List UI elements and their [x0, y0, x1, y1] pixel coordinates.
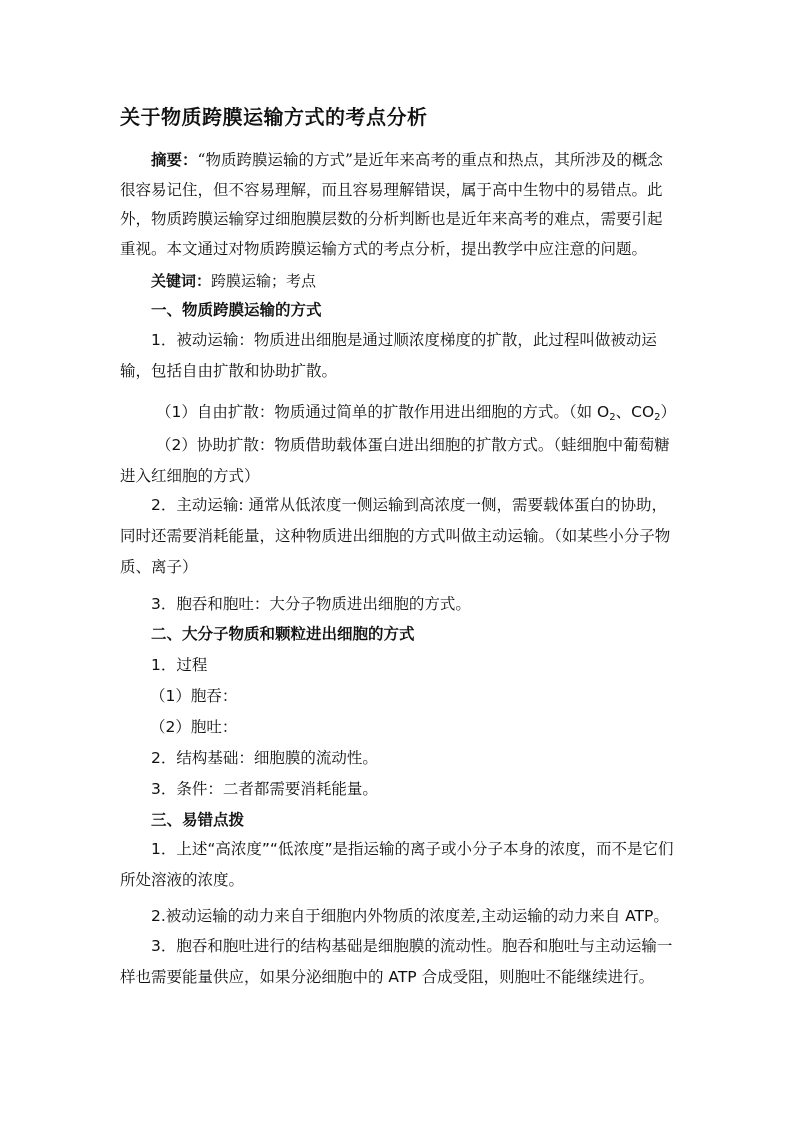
- section-1-paragraph-1b: （2）协助扩散：物质借助载体蛋白进出细胞的扩散方式。（蛙细胞中葡萄糖进入红细胞的方式）: [120, 436, 670, 485]
- keywords-label: 关键词：: [151, 272, 212, 290]
- section-1-paragraph-3: 3．胞吞和胞吐：大分子物质进出细胞的方式。: [151, 595, 471, 613]
- section-2-paragraph-3: 3．条件：二者都需要消耗能量。: [151, 780, 378, 798]
- section-2-paragraph-1a: （1）胞吞：: [150, 687, 238, 705]
- section-3-paragraph-3: 3．胞吞和胞吐进行的结构基础是细胞膜的流动性。胞吞和胞吐与主动运输一样也需要能量供应，如果分泌细胞中的 ATP 合成受阻，则胞吐不能继续进行。: [120, 937, 673, 986]
- section-2-heading: 二、大分子物质和颗粒进出细胞的方式: [151, 625, 415, 643]
- keywords: [120, 270, 676, 291]
- article-title: 关于物质跨膜运输方式的考点分析: [120, 105, 428, 129]
- section-3-paragraph-2: 2.被动运输的动力来自于细胞内外物质的浓度差,主动运输的动力来自 ATP。: [151, 907, 669, 925]
- section-2-paragraph-2: 2．结构基础：细胞膜的流动性。: [151, 749, 378, 767]
- section-1-heading: 一、物质跨膜运输的方式: [151, 301, 322, 319]
- keywords-text: 跨膜运输；考点: [211, 272, 317, 290]
- section-1-paragraph-1a: （1）自由扩散：物质通过简单的扩散作用进出细胞的方式。（如 $O_2$、$CO_2$）: [156, 403, 677, 423]
- abstract-text: “物质跨膜运输的方式”是近年来高考的重点和热点，其所涉及的概念很容易记住，但不容易理解，而且容易理解错误，属于高中生物中的易错点。此外，物质跨膜运输穿过细胞膜层数的分析判断也是近年来高考的难点，需要引起重视。本文通过对物质跨膜运输方式的考点分析，提出教学中应注意的问题。: [120, 151, 663, 258]
- section-3-heading: 三、易错点拨: [151, 811, 245, 829]
- section-1-paragraph-1: 1．被动运输：物质进出细胞是通过顺浓度梯度的扩散，此过程叫做被动运输，包括自由扩散和协助扩散。: [120, 331, 657, 380]
- section-2-paragraph-1b: （2）胞吐：: [150, 718, 238, 736]
- section-2-paragraph-1: 1．过程: [151, 656, 208, 674]
- section-1-paragraph-2: 2．主动运输: 通常从低浓度一侧运输到高浓度一侧，需要载体蛋白的协助，同时还需要消耗能量，这种物质进出细胞的方式叫做主动运输。（如某些小分子物质、离子）: [120, 496, 671, 576]
- abstract-label: 摘要：: [151, 150, 198, 169]
- abstract: [120, 145, 676, 264]
- section-3-paragraph-1: 1．上述“高浓度”“低浓度”是指运输的离子或小分子本身的浓度，而不是它们所处溶液的浓度。: [120, 840, 674, 889]
